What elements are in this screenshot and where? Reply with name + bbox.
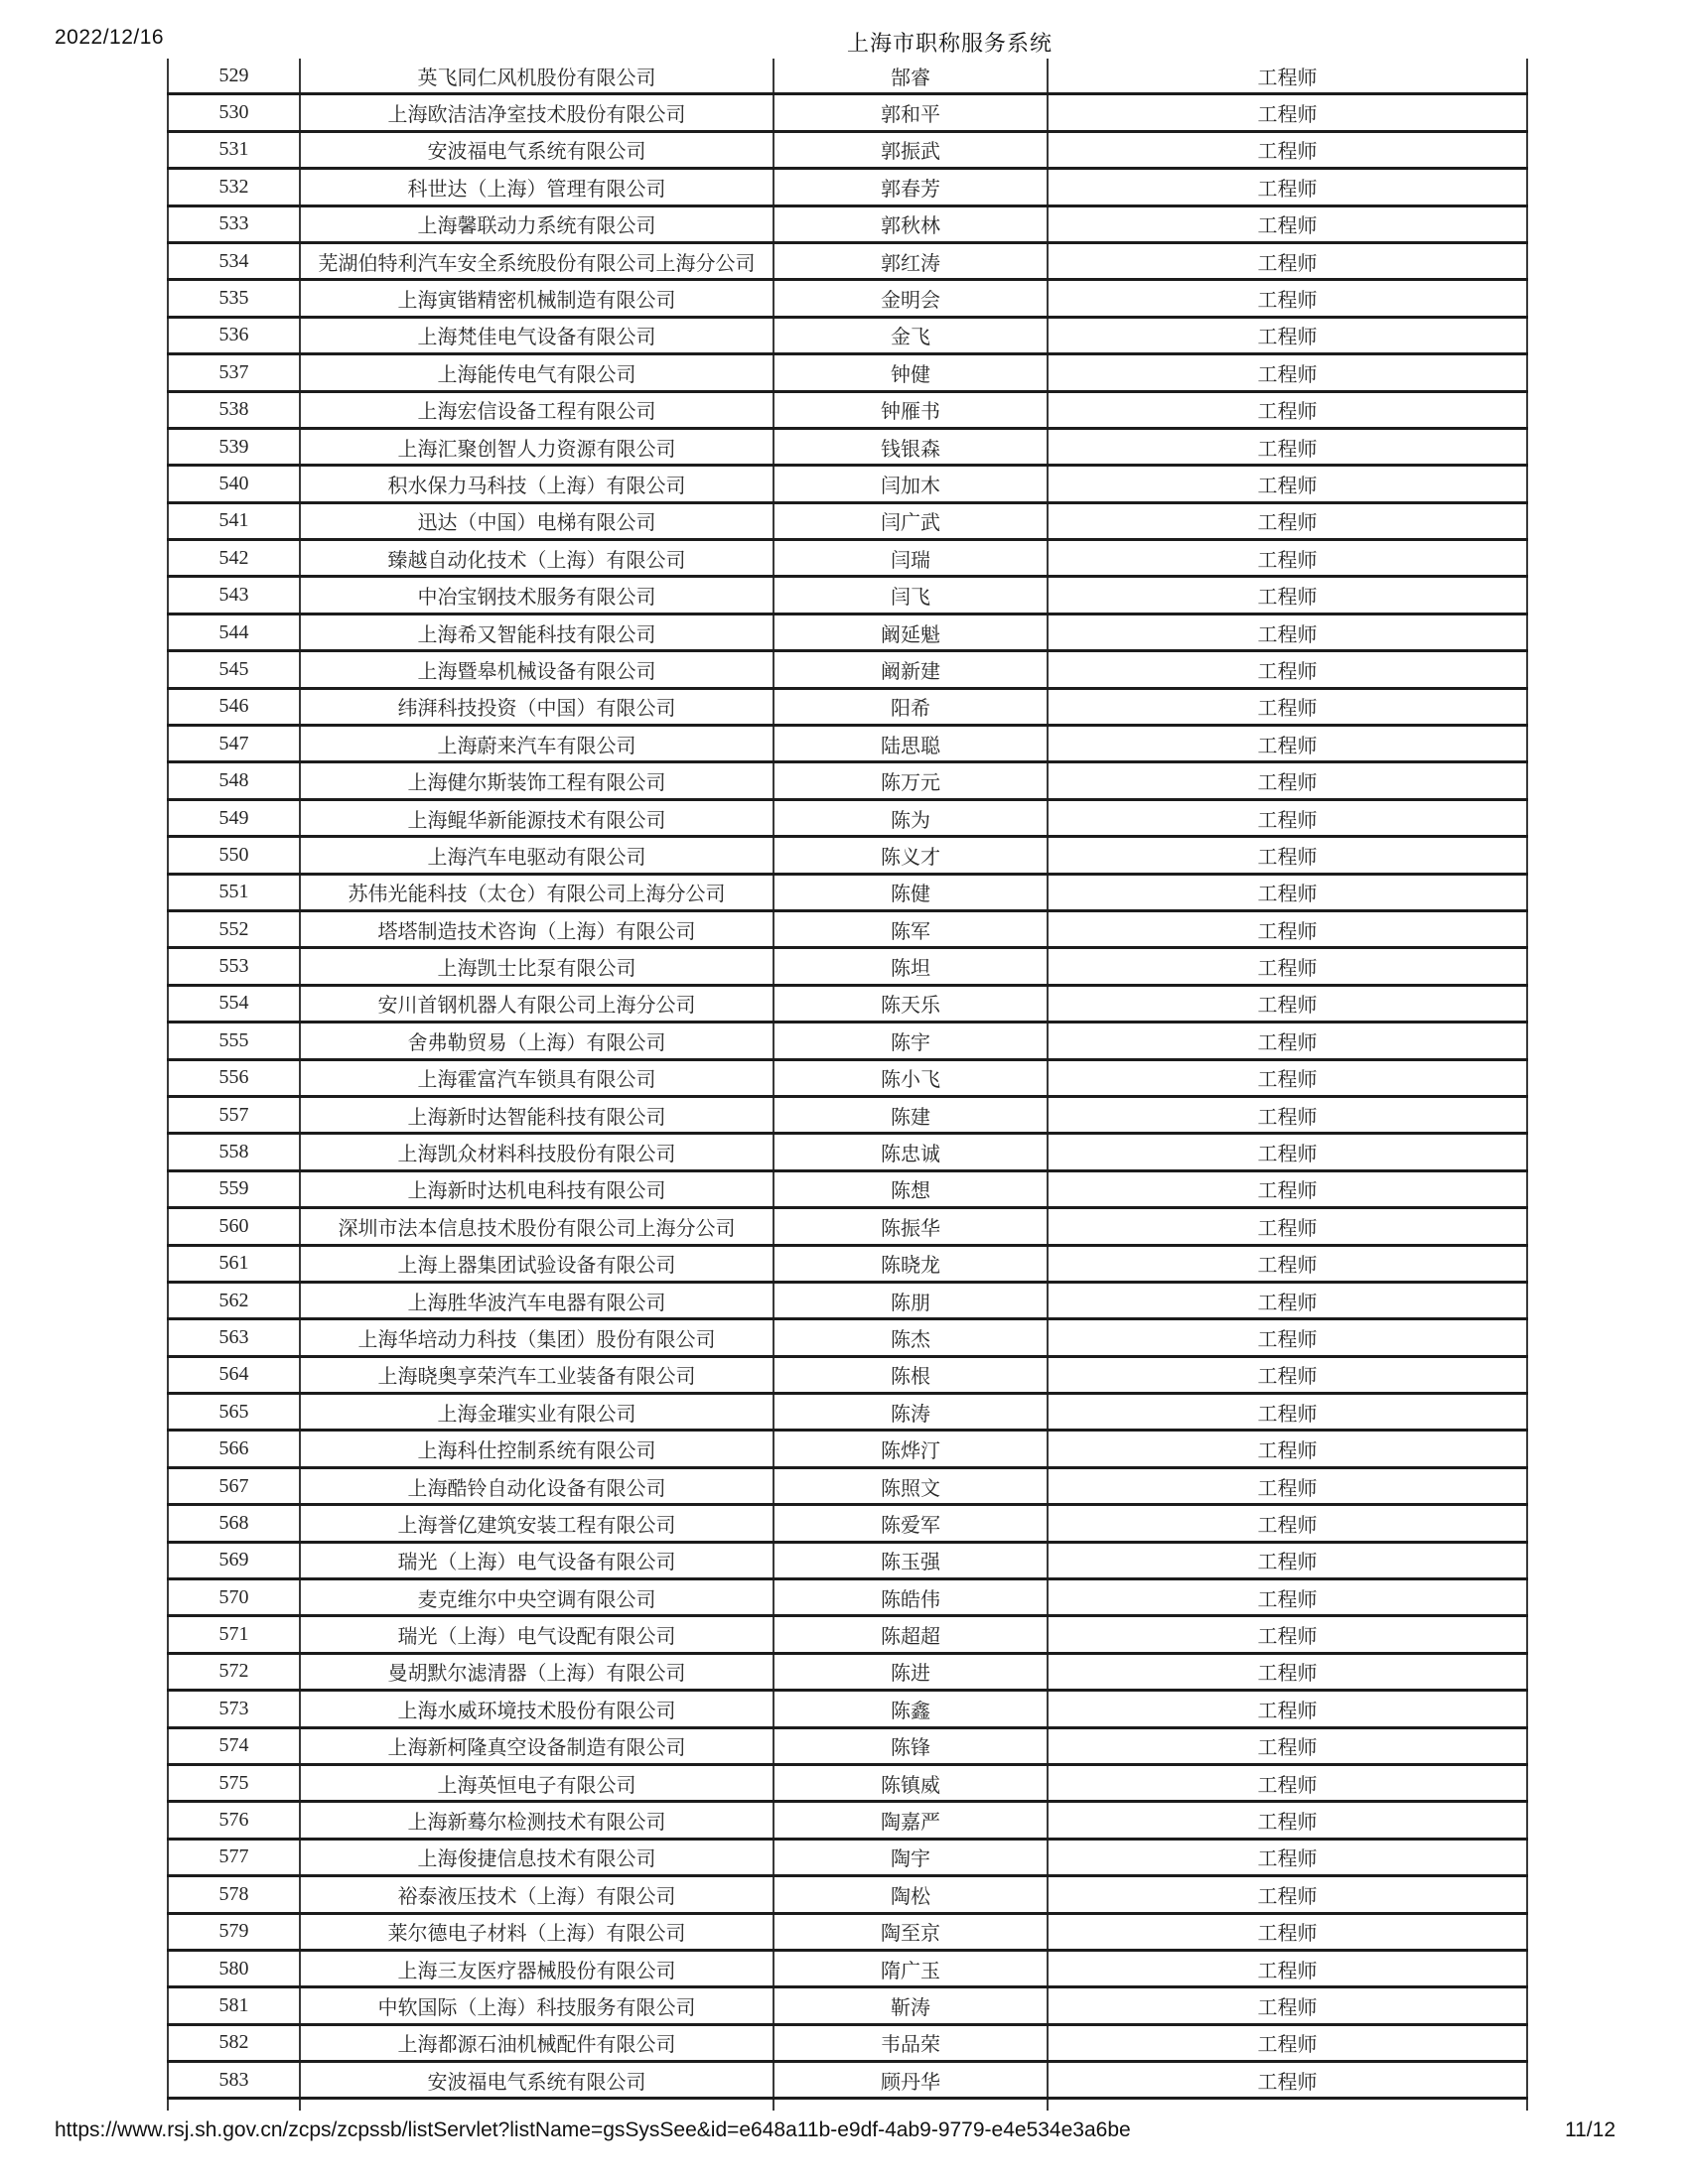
title-cell: 工程师 bbox=[1048, 354, 1527, 391]
table-row bbox=[168, 317, 1527, 353]
table-row bbox=[168, 391, 1527, 428]
company-cell: 上海新蓦尔检测技术有限公司 bbox=[300, 1802, 774, 1839]
title-cell: 工程师 bbox=[1048, 837, 1527, 874]
table-row bbox=[168, 688, 1527, 725]
row-number-cell: 581 bbox=[168, 1987, 300, 2024]
table-row bbox=[168, 1208, 1527, 1245]
company-cell: 上海凯士比泵有限公司 bbox=[300, 948, 774, 985]
company-cell: 上海英恒电子有限公司 bbox=[300, 1764, 774, 1801]
company-cell: 上海梵佳电气设备有限公司 bbox=[300, 317, 774, 353]
row-number-cell: 572 bbox=[168, 1653, 300, 1690]
person-name-cell: 陈根 bbox=[774, 1356, 1048, 1393]
company-cell: 莱尔德电子材料（上海）有限公司 bbox=[300, 1913, 774, 1950]
row-number-cell: 529 bbox=[168, 59, 300, 94]
table-row bbox=[168, 837, 1527, 874]
title-cell: 工程师 bbox=[1048, 2062, 1527, 2099]
row-number-cell: 548 bbox=[168, 762, 300, 799]
title-cell: 工程师 bbox=[1048, 985, 1527, 1022]
person-name-cell: 钟雁书 bbox=[774, 391, 1048, 428]
company-cell: 中软国际（上海）科技服务有限公司 bbox=[300, 1987, 774, 2024]
person-name-cell: 隋广玉 bbox=[774, 1950, 1048, 1986]
title-cell: 工程师 bbox=[1048, 1245, 1527, 1282]
person-name-cell: 陈想 bbox=[774, 1170, 1048, 1207]
row-number-cell: 558 bbox=[168, 1134, 300, 1170]
table-row bbox=[168, 1653, 1527, 1690]
title-cell: 工程师 bbox=[1048, 910, 1527, 947]
person-name-cell: 陈宇 bbox=[774, 1023, 1048, 1059]
table-row bbox=[168, 1319, 1527, 1356]
table-row bbox=[168, 1059, 1527, 1096]
person-name-cell: 陶松 bbox=[774, 1876, 1048, 1913]
title-cell: 工程师 bbox=[1048, 1950, 1527, 1986]
title-cell: 工程师 bbox=[1048, 59, 1527, 94]
person-name-cell: 郭红涛 bbox=[774, 242, 1048, 279]
company-cell: 上海新时达智能科技有限公司 bbox=[300, 1096, 774, 1133]
person-name-cell: 陈杰 bbox=[774, 1319, 1048, 1356]
company-cell: 英飞同仁风机股份有限公司 bbox=[300, 59, 774, 94]
company-cell: 上海能传电气有限公司 bbox=[300, 354, 774, 391]
title-cell: 工程师 bbox=[1048, 1282, 1527, 1318]
company-cell: 上海金璀实业有限公司 bbox=[300, 1394, 774, 1431]
table-row bbox=[168, 1096, 1527, 1133]
row-number-cell: 563 bbox=[168, 1319, 300, 1356]
table-row bbox=[168, 205, 1527, 242]
title-cell: 工程师 bbox=[1048, 1096, 1527, 1133]
company-cell: 上海汽车电驱动有限公司 bbox=[300, 837, 774, 874]
row-number-cell: 540 bbox=[168, 466, 300, 502]
company-cell: 上海鲲华新能源技术有限公司 bbox=[300, 799, 774, 836]
row-number-cell: 561 bbox=[168, 1245, 300, 1282]
person-name-cell: 顾丹华 bbox=[774, 2062, 1048, 2099]
row-number-cell: 569 bbox=[168, 1542, 300, 1578]
row-number-cell: 534 bbox=[168, 242, 300, 279]
row-number-cell: 567 bbox=[168, 1467, 300, 1504]
person-name-cell: 靳涛 bbox=[774, 1987, 1048, 2024]
person-name-cell: 陶至京 bbox=[774, 1913, 1048, 1950]
table-row bbox=[168, 1134, 1527, 1170]
table-row bbox=[168, 614, 1527, 650]
row-number-cell: 575 bbox=[168, 1764, 300, 1801]
title-cell: 工程师 bbox=[1048, 1023, 1527, 1059]
table-row bbox=[168, 242, 1527, 279]
title-cell: 工程师 bbox=[1048, 391, 1527, 428]
row-number-cell: 545 bbox=[168, 651, 300, 688]
row-number-cell: 564 bbox=[168, 1356, 300, 1393]
row-number-cell: 544 bbox=[168, 614, 300, 650]
row-number-cell: 556 bbox=[168, 1059, 300, 1096]
title-cell: 工程师 bbox=[1048, 1987, 1527, 2024]
person-name-cell: 陈为 bbox=[774, 799, 1048, 836]
table-row bbox=[168, 280, 1527, 317]
company-cell: 麦克维尔中央空调有限公司 bbox=[300, 1579, 774, 1616]
person-name-cell: 闫加木 bbox=[774, 466, 1048, 502]
row-number-cell: 577 bbox=[168, 1839, 300, 1875]
person-name-cell: 陶嘉严 bbox=[774, 1802, 1048, 1839]
company-cell: 上海华培动力科技（集团）股份有限公司 bbox=[300, 1319, 774, 1356]
company-cell: 上海希又智能科技有限公司 bbox=[300, 614, 774, 650]
row-number-cell: 536 bbox=[168, 317, 300, 353]
table-row bbox=[168, 985, 1527, 1022]
table-row bbox=[168, 466, 1527, 502]
company-cell: 塔塔制造技术咨询（上海）有限公司 bbox=[300, 910, 774, 947]
title-cell: 工程师 bbox=[1048, 651, 1527, 688]
title-cell: 工程师 bbox=[1048, 799, 1527, 836]
page-title: 上海市职称服务系统 bbox=[847, 31, 1054, 56]
row-number-cell: 541 bbox=[168, 502, 300, 539]
title-cell: 工程师 bbox=[1048, 688, 1527, 725]
title-cell: 工程师 bbox=[1048, 317, 1527, 353]
person-name-cell: 阚延魁 bbox=[774, 614, 1048, 650]
person-name-cell: 陈健 bbox=[774, 874, 1048, 910]
title-cell: 工程师 bbox=[1048, 1653, 1527, 1690]
table-row bbox=[168, 131, 1527, 168]
title-cell: 工程师 bbox=[1048, 874, 1527, 910]
person-name-cell: 闫飞 bbox=[774, 577, 1048, 614]
table-row bbox=[168, 354, 1527, 391]
company-cell bbox=[300, 2099, 774, 2112]
row-number-cell: 532 bbox=[168, 169, 300, 205]
company-cell: 安川首钢机器人有限公司上海分公司 bbox=[300, 985, 774, 1022]
row-number-cell: 557 bbox=[168, 1096, 300, 1133]
title-cell: 工程师 bbox=[1048, 1616, 1527, 1653]
table-row bbox=[168, 1950, 1527, 1986]
company-cell: 上海酷铃自动化设备有限公司 bbox=[300, 1467, 774, 1504]
title-cell: 工程师 bbox=[1048, 1170, 1527, 1207]
row-number-cell: 546 bbox=[168, 688, 300, 725]
title-cell: 工程师 bbox=[1048, 1579, 1527, 1616]
title-cell: 工程师 bbox=[1048, 1505, 1527, 1542]
title-list-table bbox=[167, 59, 1526, 2111]
company-cell: 上海上器集团试验设备有限公司 bbox=[300, 1245, 774, 1282]
title-cell: 工程师 bbox=[1048, 1467, 1527, 1504]
table-row bbox=[168, 1467, 1527, 1504]
company-cell: 上海宏信设备工程有限公司 bbox=[300, 391, 774, 428]
row-number-cell: 538 bbox=[168, 391, 300, 428]
person-name-cell: 郜睿 bbox=[774, 59, 1048, 94]
row-number-cell: 535 bbox=[168, 280, 300, 317]
page-number: 11/12 bbox=[1565, 2118, 1616, 2141]
table-row bbox=[168, 2062, 1527, 2099]
row-number-cell: 543 bbox=[168, 577, 300, 614]
person-name-cell: 陶宇 bbox=[774, 1839, 1048, 1875]
company-cell: 瑞光（上海）电气设配有限公司 bbox=[300, 1616, 774, 1653]
company-cell: 上海胜华波汽车电器有限公司 bbox=[300, 1282, 774, 1318]
table-row bbox=[168, 428, 1527, 465]
title-cell: 工程师 bbox=[1048, 1876, 1527, 1913]
company-cell: 上海誉亿建筑安装工程有限公司 bbox=[300, 1505, 774, 1542]
table-row bbox=[168, 651, 1527, 688]
company-cell: 上海蔚来汽车有限公司 bbox=[300, 726, 774, 762]
row-number-cell: 542 bbox=[168, 540, 300, 577]
company-cell: 苏伟光能科技（太仓）有限公司上海分公司 bbox=[300, 874, 774, 910]
company-cell: 瑞光（上海）电气设备有限公司 bbox=[300, 1542, 774, 1578]
person-name-cell: 韦品荣 bbox=[774, 2024, 1048, 2061]
company-cell: 上海俊捷信息技术有限公司 bbox=[300, 1839, 774, 1875]
company-cell: 上海新柯隆真空设备制造有限公司 bbox=[300, 1727, 774, 1764]
row-number-cell: 583 bbox=[168, 2062, 300, 2099]
company-cell: 上海暨皋机械设备有限公司 bbox=[300, 651, 774, 688]
person-name-cell: 陈涛 bbox=[774, 1394, 1048, 1431]
person-name-cell: 陈鑫 bbox=[774, 1691, 1048, 1727]
table-row bbox=[168, 1023, 1527, 1059]
row-number-cell: 551 bbox=[168, 874, 300, 910]
row-number-cell: 570 bbox=[168, 1579, 300, 1616]
company-cell: 积水保力马科技（上海）有限公司 bbox=[300, 466, 774, 502]
table-row bbox=[168, 1356, 1527, 1393]
person-name-cell: 金明会 bbox=[774, 280, 1048, 317]
table-row bbox=[168, 1542, 1527, 1578]
table-row bbox=[168, 540, 1527, 577]
person-name-cell: 陈皓伟 bbox=[774, 1579, 1048, 1616]
table-row bbox=[168, 726, 1527, 762]
title-cell: 工程师 bbox=[1048, 1839, 1527, 1875]
row-number-cell: 553 bbox=[168, 948, 300, 985]
title-cell: 工程师 bbox=[1048, 1431, 1527, 1467]
title-cell: 工程师 bbox=[1048, 502, 1527, 539]
title-cell: 工程师 bbox=[1048, 1208, 1527, 1245]
table-row bbox=[168, 502, 1527, 539]
table-row bbox=[168, 1616, 1527, 1653]
person-name-cell: 闫瑞 bbox=[774, 540, 1048, 577]
row-number-cell: 574 bbox=[168, 1727, 300, 1764]
company-cell: 纬湃科技投资（中国）有限公司 bbox=[300, 688, 774, 725]
row-number-cell: 550 bbox=[168, 837, 300, 874]
row-number-cell: 549 bbox=[168, 799, 300, 836]
row-number-cell: 552 bbox=[168, 910, 300, 947]
title-cell bbox=[1048, 2099, 1527, 2112]
company-cell: 上海新时达机电科技有限公司 bbox=[300, 1170, 774, 1207]
title-cell: 工程师 bbox=[1048, 466, 1527, 502]
table-row bbox=[168, 2024, 1527, 2061]
table-row bbox=[168, 799, 1527, 836]
row-number-cell: 576 bbox=[168, 1802, 300, 1839]
person-name-cell: 陈玉强 bbox=[774, 1542, 1048, 1578]
table-row bbox=[168, 1987, 1527, 2024]
company-cell: 安波福电气系统有限公司 bbox=[300, 2062, 774, 2099]
table-row bbox=[168, 169, 1527, 205]
row-number-cell: 539 bbox=[168, 428, 300, 465]
person-name-cell: 钱银森 bbox=[774, 428, 1048, 465]
person-name-cell: 郭和平 bbox=[774, 94, 1048, 131]
person-name-cell: 陈小飞 bbox=[774, 1059, 1048, 1096]
title-cell: 工程师 bbox=[1048, 2024, 1527, 2061]
row-number-cell: 579 bbox=[168, 1913, 300, 1950]
person-name-cell: 阳希 bbox=[774, 688, 1048, 725]
table-row bbox=[168, 948, 1527, 985]
person-name-cell: 陈忠诚 bbox=[774, 1134, 1048, 1170]
footer-url: https://www.rsj.sh.gov.cn/zcps/zcpssb/listServlet?listName=gsSysSee&id=e648a11b-e9df-4ab9-9779-e4e534e3a6be bbox=[55, 2118, 1131, 2141]
company-cell: 裕泰液压技术（上海）有限公司 bbox=[300, 1876, 774, 1913]
title-cell: 工程师 bbox=[1048, 242, 1527, 279]
company-cell: 上海三友医疗器械股份有限公司 bbox=[300, 1950, 774, 1986]
table-row bbox=[168, 910, 1527, 947]
person-name-cell: 金飞 bbox=[774, 317, 1048, 353]
company-cell: 臻越自动化技术（上海）有限公司 bbox=[300, 540, 774, 577]
table-row bbox=[168, 762, 1527, 799]
title-cell: 工程师 bbox=[1048, 1691, 1527, 1727]
table-row bbox=[168, 1764, 1527, 1801]
row-number-cell: 573 bbox=[168, 1691, 300, 1727]
company-cell: 上海健尔斯装饰工程有限公司 bbox=[300, 762, 774, 799]
title-cell: 工程师 bbox=[1048, 1134, 1527, 1170]
title-cell: 工程师 bbox=[1048, 280, 1527, 317]
title-cell: 工程师 bbox=[1048, 1319, 1527, 1356]
title-cell: 工程师 bbox=[1048, 762, 1527, 799]
person-name-cell: 阚新建 bbox=[774, 651, 1048, 688]
person-name-cell: 陈超超 bbox=[774, 1616, 1048, 1653]
row-number-cell: 571 bbox=[168, 1616, 300, 1653]
title-cell: 工程师 bbox=[1048, 1727, 1527, 1764]
row-number-cell: 582 bbox=[168, 2024, 300, 2061]
person-name-cell: 陈照文 bbox=[774, 1467, 1048, 1504]
title-cell: 工程师 bbox=[1048, 726, 1527, 762]
table-row bbox=[168, 1170, 1527, 1207]
title-cell: 工程师 bbox=[1048, 540, 1527, 577]
person-name-cell: 闫广武 bbox=[774, 502, 1048, 539]
table-row bbox=[168, 1802, 1527, 1839]
company-cell: 上海欧洁洁净室技术股份有限公司 bbox=[300, 94, 774, 131]
person-name-cell bbox=[774, 2099, 1048, 2112]
company-cell: 上海汇聚创智人力资源有限公司 bbox=[300, 428, 774, 465]
title-cell: 工程师 bbox=[1048, 169, 1527, 205]
company-cell: 迅达（中国）电梯有限公司 bbox=[300, 502, 774, 539]
row-number-cell bbox=[168, 2099, 300, 2112]
company-cell: 上海凯众材料科技股份有限公司 bbox=[300, 1134, 774, 1170]
company-cell: 上海寅锴精密机械制造有限公司 bbox=[300, 280, 774, 317]
table-row bbox=[168, 59, 1527, 94]
title-cell: 工程师 bbox=[1048, 205, 1527, 242]
row-number-cell: 530 bbox=[168, 94, 300, 131]
row-number-cell: 566 bbox=[168, 1431, 300, 1467]
table-row bbox=[168, 1579, 1527, 1616]
person-name-cell: 陈义才 bbox=[774, 837, 1048, 874]
row-number-cell: 562 bbox=[168, 1282, 300, 1318]
table-row bbox=[168, 1245, 1527, 1282]
roster-table bbox=[167, 59, 1528, 2111]
person-name-cell: 陈镇威 bbox=[774, 1764, 1048, 1801]
company-cell: 中冶宝钢技术服务有限公司 bbox=[300, 577, 774, 614]
row-number-cell: 547 bbox=[168, 726, 300, 762]
company-cell: 安波福电气系统有限公司 bbox=[300, 131, 774, 168]
row-number-cell: 560 bbox=[168, 1208, 300, 1245]
company-cell: 舍弗勒贸易（上海）有限公司 bbox=[300, 1023, 774, 1059]
person-name-cell: 陈锋 bbox=[774, 1727, 1048, 1764]
table-row bbox=[168, 1727, 1527, 1764]
person-name-cell: 陈进 bbox=[774, 1653, 1048, 1690]
title-cell: 工程师 bbox=[1048, 1802, 1527, 1839]
title-cell: 工程师 bbox=[1048, 577, 1527, 614]
table-row bbox=[168, 1394, 1527, 1431]
person-name-cell: 郭振武 bbox=[774, 131, 1048, 168]
person-name-cell: 郭春芳 bbox=[774, 169, 1048, 205]
row-number-cell: 559 bbox=[168, 1170, 300, 1207]
company-cell: 曼胡默尔滤清器（上海）有限公司 bbox=[300, 1653, 774, 1690]
table-row bbox=[168, 1839, 1527, 1875]
person-name-cell: 陈朋 bbox=[774, 1282, 1048, 1318]
row-number-cell: 554 bbox=[168, 985, 300, 1022]
person-name-cell: 陈军 bbox=[774, 910, 1048, 947]
person-name-cell: 陈天乐 bbox=[774, 985, 1048, 1022]
row-number-cell: 578 bbox=[168, 1876, 300, 1913]
title-cell: 工程师 bbox=[1048, 1913, 1527, 1950]
company-cell: 上海科仕控制系统有限公司 bbox=[300, 1431, 774, 1467]
person-name-cell: 钟健 bbox=[774, 354, 1048, 391]
table-row bbox=[168, 874, 1527, 910]
table-row bbox=[168, 577, 1527, 614]
table-row bbox=[168, 94, 1527, 131]
person-name-cell: 陈爱军 bbox=[774, 1505, 1048, 1542]
table-row bbox=[168, 1876, 1527, 1913]
company-cell: 芜湖伯特利汽车安全系统股份有限公司上海分公司 bbox=[300, 242, 774, 279]
title-cell: 工程师 bbox=[1048, 1542, 1527, 1578]
person-name-cell: 陈坦 bbox=[774, 948, 1048, 985]
row-number-cell: 568 bbox=[168, 1505, 300, 1542]
table-row bbox=[168, 1282, 1527, 1318]
row-number-cell: 537 bbox=[168, 354, 300, 391]
person-name-cell: 陆思聪 bbox=[774, 726, 1048, 762]
header-date: 2022/12/16 bbox=[55, 26, 165, 49]
company-cell: 上海馨联动力系统有限公司 bbox=[300, 205, 774, 242]
person-name-cell: 陈万元 bbox=[774, 762, 1048, 799]
person-name-cell: 陈晓龙 bbox=[774, 1245, 1048, 1282]
person-name-cell: 郭秋林 bbox=[774, 205, 1048, 242]
person-name-cell: 陈振华 bbox=[774, 1208, 1048, 1245]
title-cell: 工程师 bbox=[1048, 1356, 1527, 1393]
title-cell: 工程师 bbox=[1048, 428, 1527, 465]
person-name-cell: 陈建 bbox=[774, 1096, 1048, 1133]
table-row bbox=[168, 1913, 1527, 1950]
table-row bbox=[168, 1691, 1527, 1727]
person-name-cell: 陈烨汀 bbox=[774, 1431, 1048, 1467]
table-row bbox=[168, 1505, 1527, 1542]
row-number-cell: 533 bbox=[168, 205, 300, 242]
table-row bbox=[168, 1431, 1527, 1467]
company-cell: 科世达（上海）管理有限公司 bbox=[300, 169, 774, 205]
table-row-partial bbox=[168, 2099, 1527, 2112]
row-number-cell: 531 bbox=[168, 131, 300, 168]
title-cell: 工程师 bbox=[1048, 948, 1527, 985]
company-cell: 上海水威环境技术股份有限公司 bbox=[300, 1691, 774, 1727]
title-cell: 工程师 bbox=[1048, 1059, 1527, 1096]
title-cell: 工程师 bbox=[1048, 94, 1527, 131]
title-cell: 工程师 bbox=[1048, 1764, 1527, 1801]
title-cell: 工程师 bbox=[1048, 614, 1527, 650]
company-cell: 上海霍富汽车锁具有限公司 bbox=[300, 1059, 774, 1096]
company-cell: 深圳市法本信息技术股份有限公司上海分公司 bbox=[300, 1208, 774, 1245]
title-cell: 工程师 bbox=[1048, 1394, 1527, 1431]
row-number-cell: 555 bbox=[168, 1023, 300, 1059]
row-number-cell: 565 bbox=[168, 1394, 300, 1431]
company-cell: 上海都源石油机械配件有限公司 bbox=[300, 2024, 774, 2061]
row-number-cell: 580 bbox=[168, 1950, 300, 1986]
title-cell: 工程师 bbox=[1048, 131, 1527, 168]
company-cell: 上海晓奥享荣汽车工业装备有限公司 bbox=[300, 1356, 774, 1393]
